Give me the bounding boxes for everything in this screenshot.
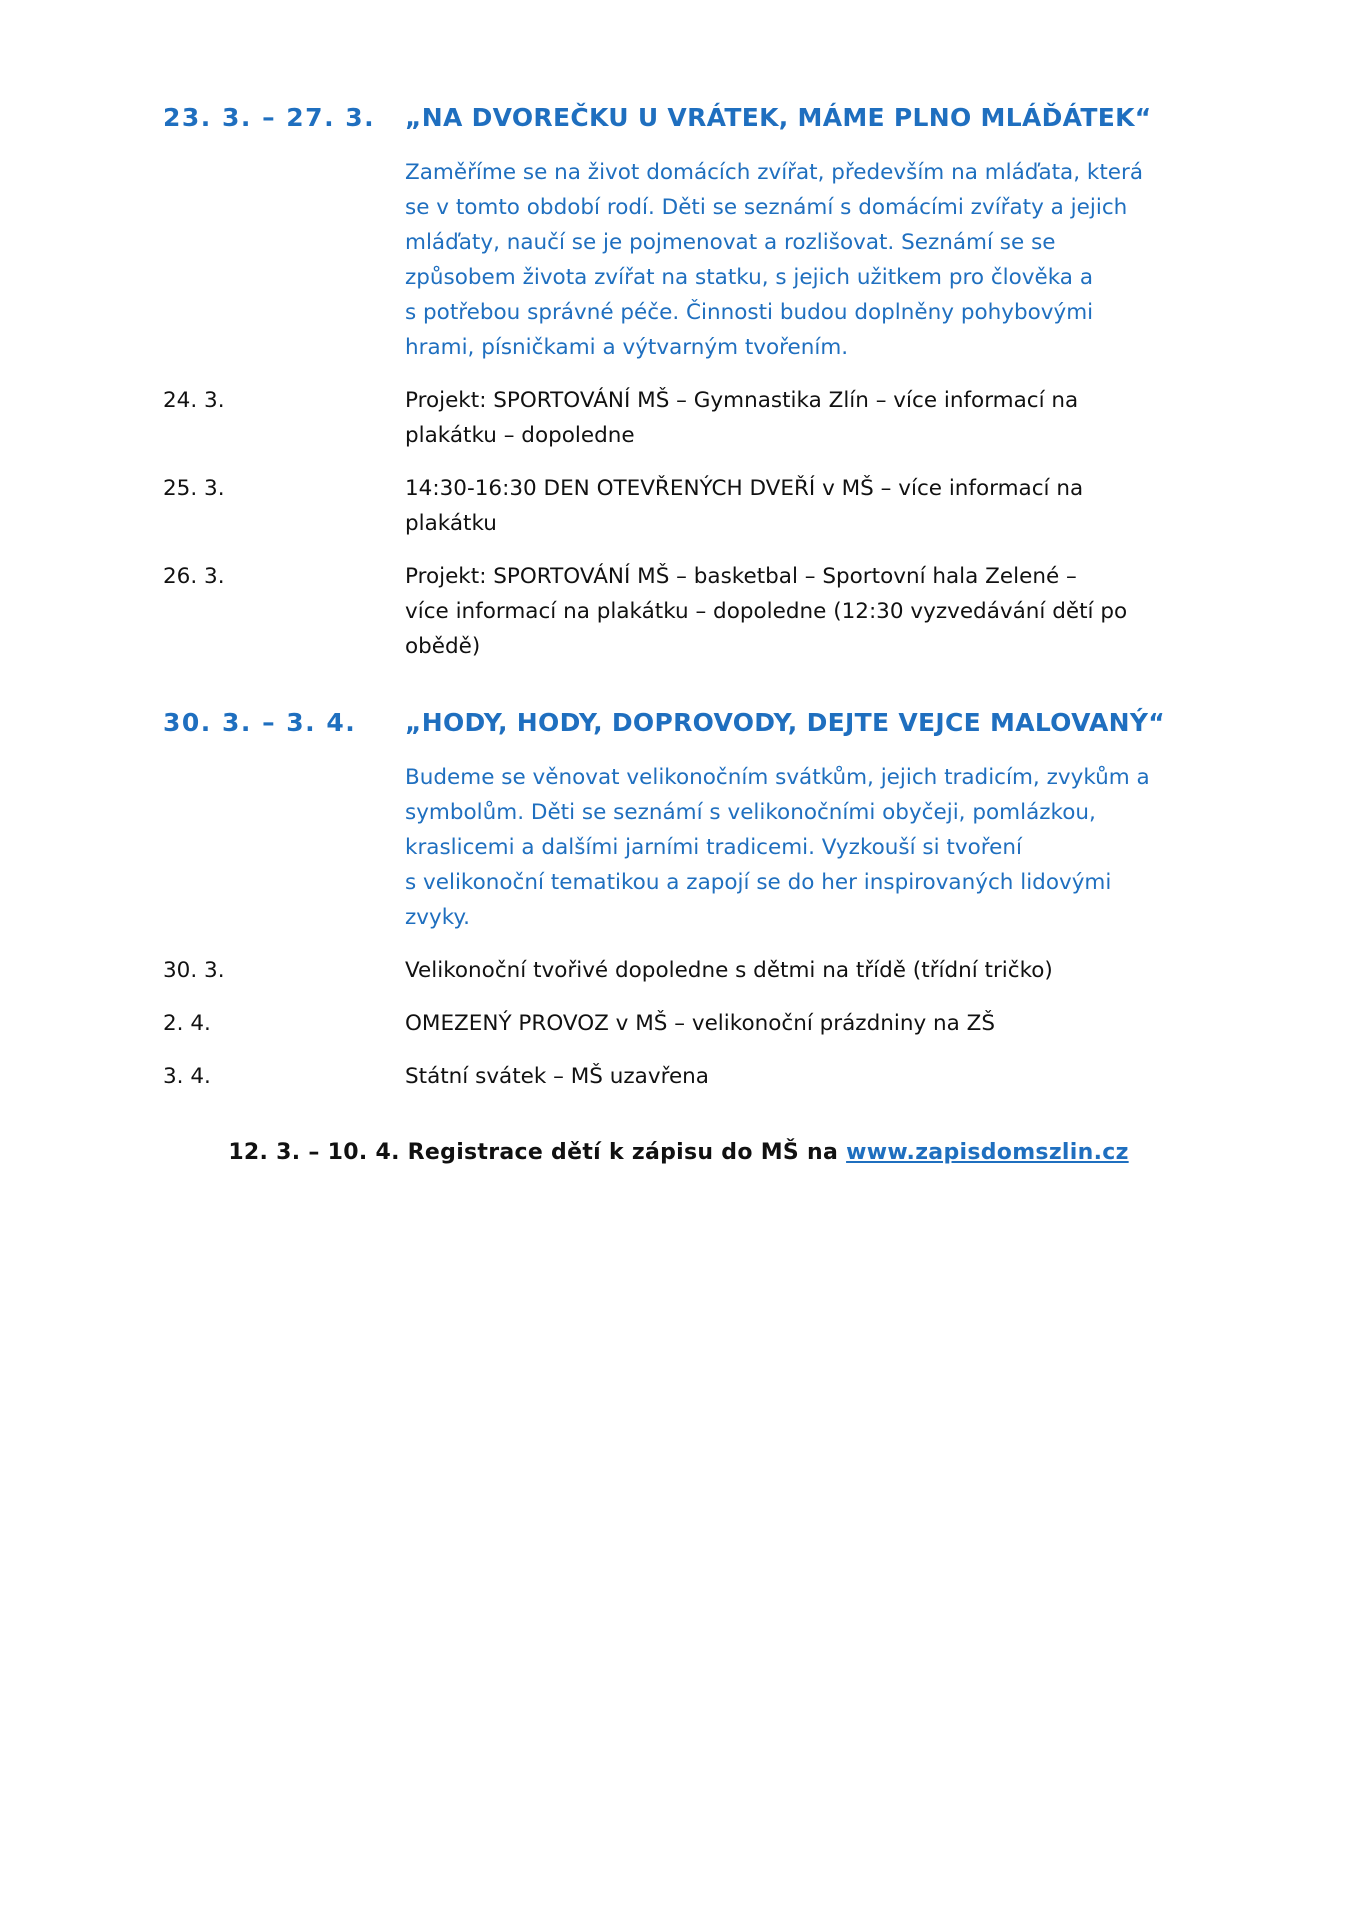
section-2-date: 30. 3. – 3. 4. [163, 708, 357, 737]
event-date: 30. 3. [163, 958, 225, 983]
event-date: 25. 3. [163, 476, 225, 501]
description-line: Budeme se věnovat velikonočním svátkům, jejich tradicím, zvykům a [405, 765, 1150, 790]
event-text-line: OMEZENÝ PROVOZ v MŠ – velikonoční prázdniny na ZŠ [405, 1011, 996, 1036]
registration-text: 12. 3. – 10. 4. Registrace dětí k zápisu do MŠ na [228, 1140, 847, 1165]
registration-notice [0, 1140, 1357, 1165]
description-line: kraslicemi a dalšími jarními tradicemi. Vyzkouší si tvoření [405, 835, 1022, 860]
registration-link[interactable]: www.zapisdomszlin.cz [846, 1140, 1129, 1165]
event-text-line: Státní svátek – MŠ uzavřena [405, 1064, 709, 1089]
event-row [163, 383, 1223, 453]
event-text-line: plakátku [405, 511, 497, 536]
event-row [163, 1006, 1223, 1041]
section-2-title: „HODY, HODY, DOPROVODY, DEJTE VEJCE MALOVANÝ“ [405, 708, 1166, 737]
event-text-line: Projekt: SPORTOVÁNÍ MŠ – Gymnastika Zlín – více informací na [405, 388, 1079, 413]
event-text-line: Projekt: SPORTOVÁNÍ MŠ – basketbal – Sportovní hala Zelené – [405, 564, 1077, 589]
description-line: se v tomto období rodí. Děti se seznámí s domácími zvířaty a jejich [405, 195, 1128, 220]
event-row [163, 471, 1223, 541]
section-2-header [163, 705, 1223, 741]
description-line: symbolům. Děti se seznámí s velikonočními obyčeji, pomlázkou, [405, 800, 1096, 825]
section-1-description [163, 155, 1223, 365]
description-line: mláďaty, naučí se je pojmenovat a rozlišovat. Seznámí se se [405, 230, 1056, 255]
event-row [163, 559, 1223, 664]
event-text-line: plakátku – dopoledne [405, 423, 635, 448]
section-1-header [163, 100, 1223, 136]
event-text-line: Velikonoční tvořivé dopoledne s dětmi na třídě (třídní tričko) [405, 958, 1053, 983]
description-line: hrami, písničkami a výtvarným tvořením. [405, 335, 849, 360]
event-text-line: 14:30-16:30 DEN OTEVŘENÝCH DVEŘÍ v MŠ – více informací na [405, 476, 1084, 501]
description-line: Zaměříme se na život domácích zvířat, především na mláďata, která [405, 160, 1144, 185]
event-date: 2. 4. [163, 1011, 211, 1036]
event-row [163, 953, 1223, 988]
event-text-line: obědě) [405, 634, 481, 659]
event-row [163, 1059, 1223, 1094]
section-2-description [163, 760, 1223, 935]
section-1-title: „NA DVOREČKU U VRÁTEK, MÁME PLNO MLÁĎÁTEK“ [405, 103, 1152, 132]
description-line: způsobem života zvířat na statku, s jejich užitkem pro člověka a [405, 265, 1093, 290]
description-line: s velikonoční tematikou a zapojí se do her inspirovaných lidovými [405, 870, 1112, 895]
description-line: zvyky. [405, 905, 470, 930]
event-date: 3. 4. [163, 1064, 211, 1089]
event-text-line: více informací na plakátku – dopoledne (12:30 vyzvedávání dětí po [405, 599, 1128, 624]
section-1-date: 23. 3. – 27. 3. [163, 103, 376, 132]
event-date: 24. 3. [163, 388, 225, 413]
description-line: s potřebou správné péče. Činnosti budou doplněny pohybovými [405, 300, 1094, 325]
event-date: 26. 3. [163, 564, 225, 589]
